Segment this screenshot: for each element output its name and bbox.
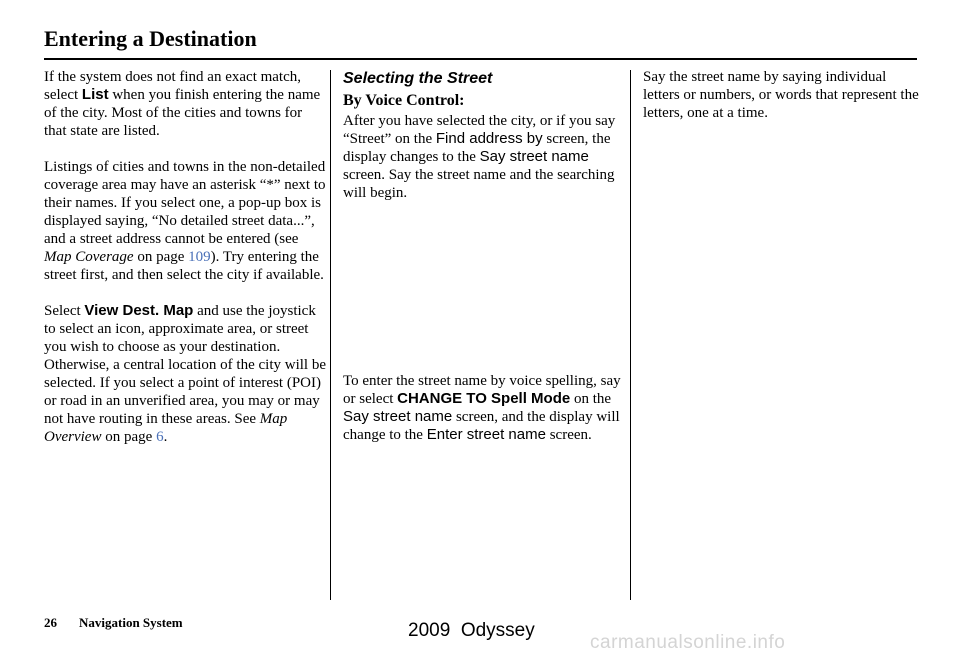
text: If the system does not find an exact match, select	[44, 69, 302, 103]
footer-label: Navigation System	[79, 615, 183, 630]
view-dest-map-label: View Dest. Map	[84, 302, 194, 319]
page-number: 26	[44, 615, 57, 630]
text: on page	[133, 249, 189, 265]
screen-name: Say street name	[479, 148, 589, 165]
screen-name: Enter street name	[426, 426, 546, 443]
text: .	[163, 429, 168, 445]
reference-title: Map Overview	[44, 411, 288, 445]
paragraph	[343, 372, 621, 444]
list-button-label: List	[81, 86, 109, 103]
paragraph: Say the street name by saying individual letters or numbers, or words that represent the letters, one at a time.	[643, 69, 919, 121]
text: Listings of cities and towns in the non-detailed coverage area may have an asterisk “*” next to their names. If you select one, a pop-up box is displayed saying, “No detailed street data...”, and a street address cannot be entered (see	[44, 159, 326, 247]
paragraph	[44, 302, 326, 446]
text: on the	[570, 391, 612, 407]
page-link[interactable]: 6	[156, 429, 164, 445]
page-title: Entering a Destination	[44, 26, 257, 51]
text: ). Try entering the street first, and then select the city if available.	[44, 249, 324, 283]
column-middle	[343, 68, 621, 444]
text: After you have selected the city, or if you say “Street” on the	[343, 113, 616, 147]
column-divider	[630, 70, 631, 600]
paragraph	[44, 158, 326, 284]
screen-name: Say street name	[343, 408, 453, 425]
subheading: By Voice Control:	[343, 92, 465, 109]
text: when you finish entering the name of the city. Most of the cities and towns for that state are listed.	[44, 87, 321, 139]
command-label: CHANGE TO Spell Mode	[397, 390, 571, 407]
reference-title: Map Coverage	[44, 249, 134, 265]
column-left	[44, 68, 326, 446]
text: screen. Say the street name and the searching will begin.	[343, 167, 615, 201]
paragraph	[343, 112, 621, 202]
page-link[interactable]: 109	[188, 249, 211, 265]
column-right	[643, 68, 923, 122]
text: Select	[44, 303, 85, 319]
text: screen.	[545, 427, 592, 443]
model-watermark: 2009 Odyssey	[408, 620, 535, 641]
text: screen, the display changes to the	[343, 131, 611, 165]
text: and use the joystick to select an icon, approximate area, or street you wish to choose as your destination. Otherwise, a central location of the city will be selected. If you select a point of interest (POI) or road in an unverified area, you may or may not have routing in these areas. See	[44, 303, 326, 427]
text: To enter the street name by voice spelling, say or select	[343, 373, 621, 407]
title-rule	[44, 58, 917, 60]
section-heading: Selecting the Street	[343, 70, 493, 87]
paragraph	[44, 68, 326, 140]
text: screen, and the display will change to the	[343, 409, 620, 443]
text: on page	[101, 429, 157, 445]
screen-name: Find address by	[435, 130, 543, 147]
column-divider	[330, 70, 331, 600]
site-watermark: carmanualsonline.info	[590, 632, 786, 653]
